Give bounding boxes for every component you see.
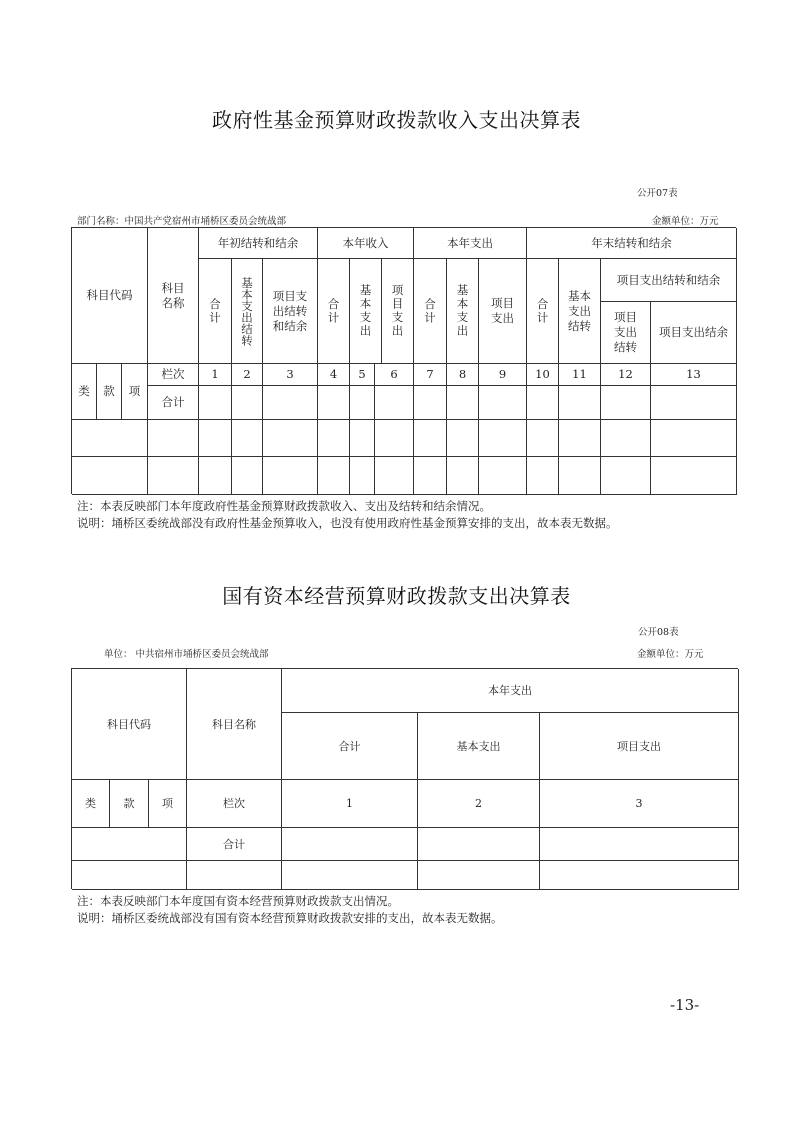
- t1-h-group-expense: 本年支出: [414, 228, 527, 259]
- t1-h-expense-basic: [447, 259, 479, 364]
- t1-cell: [527, 386, 559, 420]
- t1-cell: [601, 420, 651, 457]
- t1-cell: [232, 386, 263, 420]
- t1-h-end-basic: [559, 259, 601, 364]
- t1-h-end-basic-text: 基本支出结转: [568, 288, 591, 333]
- t2-h-group-expense: 本年支出: [282, 669, 739, 713]
- t1-cell: [414, 457, 447, 495]
- t1-cell: [559, 457, 601, 495]
- table1-form-no: 公开07表: [637, 188, 678, 199]
- t1-h-expense-project: [479, 259, 527, 364]
- t1-h-expense-total: [414, 259, 447, 364]
- t1-col-num: 12: [601, 364, 651, 386]
- t1-cell: [72, 457, 148, 495]
- t1-col-num: 11: [559, 364, 601, 386]
- t1-cell: [318, 420, 350, 457]
- table1-unit-label: 金额单位：万元: [652, 216, 719, 227]
- t1-h-class: 类: [72, 364, 97, 420]
- t1-col-num: 5: [350, 364, 375, 386]
- t1-h-end-project-group: 项目支出结转和结余: [601, 259, 737, 302]
- t1-col-num: 1: [199, 364, 232, 386]
- t1-h-begin-project: [263, 259, 318, 364]
- t1-cell: [479, 386, 527, 420]
- t1-h-expense-basic-text: 基本支出: [455, 284, 470, 338]
- t1-cell: [559, 386, 601, 420]
- t2-cell: [187, 861, 282, 890]
- table2-note: 注：本表反映部门本年度国有资本经营预算财政拨款支出情况。: [77, 894, 399, 908]
- t1-cell: [72, 420, 148, 457]
- t2-h-subject-name: 科目名称: [187, 669, 282, 780]
- t1-col-num: 7: [414, 364, 447, 386]
- t2-h-subject-code: 科目代码: [72, 669, 187, 780]
- t1-cell: [263, 457, 318, 495]
- t1-cell: [199, 386, 232, 420]
- t2-sum-label: 合计: [187, 828, 282, 861]
- t1-h-item: 项: [122, 364, 148, 420]
- t1-cell: [318, 386, 350, 420]
- t1-col-num: 9: [479, 364, 527, 386]
- t1-h-income-basic-text: 基本支出: [358, 284, 373, 338]
- t1-cell: [148, 457, 199, 495]
- t1-column-no-label: 栏次: [148, 364, 199, 386]
- t1-cell: [651, 420, 737, 457]
- t2-cell: [72, 828, 187, 861]
- t1-cell: [350, 386, 375, 420]
- t1-col-num: 3: [263, 364, 318, 386]
- t2-col-num: 1: [282, 780, 418, 828]
- t1-h-income-project-text: 项目支出: [390, 284, 405, 338]
- t1-cell: [479, 420, 527, 457]
- t2-cell: [72, 861, 187, 890]
- t1-col-num: 13: [651, 364, 737, 386]
- t1-h-subject-name: [148, 228, 199, 364]
- t1-cell: [527, 457, 559, 495]
- t1-h-end-total: [527, 259, 559, 364]
- t1-h-begin-project-text: 项目支出结转和结余: [272, 288, 308, 333]
- t1-h-income-basic: [350, 259, 382, 364]
- t2-h-project: 项目支出: [540, 713, 739, 780]
- table2: [71, 668, 738, 889]
- table2-form-no: 公开08表: [638, 627, 679, 638]
- t2-cell: [418, 828, 540, 861]
- t1-sum-label: 合计: [148, 386, 199, 420]
- t1-h-begin-total-text: 合计: [208, 297, 222, 325]
- table1: [71, 227, 736, 494]
- t1-col-num: 6: [375, 364, 414, 386]
- t2-cell: [282, 861, 418, 890]
- t2-cell: [282, 828, 418, 861]
- t1-cell: [375, 386, 414, 420]
- t1-cell: [263, 386, 318, 420]
- t1-h-income-project: [382, 259, 414, 364]
- t2-h-basic: 基本支出: [418, 713, 540, 780]
- t1-h-end-project-balance-text: 项目支出结余: [659, 325, 728, 339]
- t1-col-num: 2: [232, 364, 263, 386]
- t2-h-class: 类: [72, 780, 110, 828]
- t1-cell: [447, 420, 479, 457]
- t1-cell: [414, 386, 447, 420]
- t2-cell: [540, 828, 739, 861]
- t1-cell: [199, 457, 232, 495]
- t2-h-kind: 款: [110, 780, 149, 828]
- t1-h-end-project-carry-text: 项目支出结转: [614, 310, 637, 354]
- table1-explanation: 说明：埇桥区委统战部没有政府性基金预算收入，也没有使用政府性基金预算安排的支出，故本表无数据。: [77, 516, 618, 530]
- t1-cell: [414, 420, 447, 457]
- t1-h-end-total-text: 合计: [535, 297, 550, 325]
- t1-cell: [375, 420, 414, 457]
- t1-h-group-end: 年末结转和结余: [527, 228, 737, 259]
- table1-title: 政府性基金预算财政拨款收入支出决算表: [212, 108, 581, 132]
- table2-explanation: 说明：埇桥区委统战部没有国有资本经营预算财政拨款安排的支出，故本表无数据。: [77, 911, 503, 925]
- t1-cell: [651, 386, 737, 420]
- table1-dept-label: 部门名称：中国共产党宿州市埇桥区委员会统战部: [77, 216, 287, 227]
- t1-h-group-begin: 年初结转和结余: [199, 228, 318, 259]
- t1-cell: [318, 457, 350, 495]
- t1-cell: [447, 457, 479, 495]
- t2-col-num: 3: [540, 780, 739, 828]
- t1-h-begin-total: [199, 259, 232, 364]
- t1-cell: [527, 420, 559, 457]
- t1-cell: [479, 457, 527, 495]
- t1-cell: [263, 420, 318, 457]
- t1-h-begin-basic: [232, 259, 263, 364]
- t1-h-kind: 款: [97, 364, 122, 420]
- table2-unit-label: 金额单位：万元: [637, 649, 704, 660]
- t1-cell: [232, 457, 263, 495]
- t2-col-num: 2: [418, 780, 540, 828]
- page-number: -13-: [670, 996, 700, 1014]
- t1-cell: [232, 420, 263, 457]
- table1-note: 注：本表反映部门本年度政府性基金预算财政拨款收入、支出及结转和结余情况。: [77, 499, 491, 513]
- t1-h-expense-total-text: 合计: [423, 297, 437, 325]
- t1-cell: [651, 457, 737, 495]
- t1-h-begin-basic-text: 基本支出结转: [240, 276, 254, 346]
- t1-cell: [350, 457, 375, 495]
- t1-cell: [148, 420, 199, 457]
- t1-h-group-income: 本年收入: [318, 228, 414, 259]
- t1-h-expense-project-text: 项目支出: [491, 296, 514, 325]
- t1-cell: [447, 386, 479, 420]
- t1-h-subject-code: 科目代码: [72, 228, 148, 364]
- t1-cell: [601, 386, 651, 420]
- t1-cell: [559, 420, 601, 457]
- t1-h-end-project-balance: [651, 302, 737, 364]
- t1-h-subject-name-text: 科目名称: [161, 280, 185, 310]
- t1-h-income-total: [318, 259, 350, 364]
- t1-col-num: 4: [318, 364, 350, 386]
- t2-cell: [418, 861, 540, 890]
- t1-col-num: 8: [447, 364, 479, 386]
- t2-cell: [540, 861, 739, 890]
- t1-cell: [375, 457, 414, 495]
- t1-cell: [601, 457, 651, 495]
- t2-column-no-label: 栏次: [187, 780, 282, 828]
- t1-cell: [199, 420, 232, 457]
- t2-h-total: 合计: [282, 713, 418, 780]
- t1-h-income-total-text: 合计: [326, 297, 341, 325]
- table2-title: 国有资本经营预算财政拨款支出决算表: [222, 584, 571, 608]
- table2-dept-label: 单位： 中共宿州市埇桥区委员会统战部: [104, 649, 269, 660]
- t1-col-num: 10: [527, 364, 559, 386]
- t1-cell: [350, 420, 375, 457]
- t2-h-item: 项: [149, 780, 187, 828]
- t1-h-end-project-carry: [601, 302, 651, 364]
